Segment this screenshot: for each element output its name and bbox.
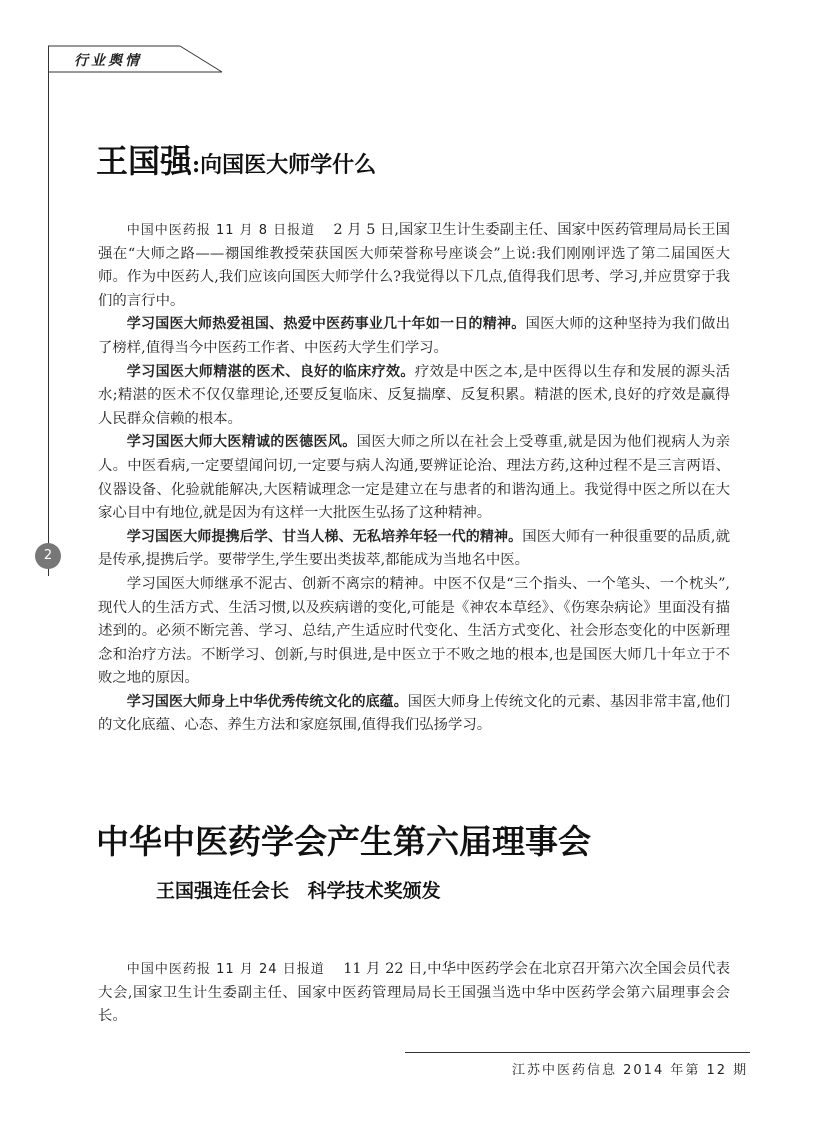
article1-title	[96, 136, 376, 182]
news-source: 中国中医药报 11 月 24 日报道	[126, 962, 325, 977]
paragraph-lead: 学习国医大师提携后学、甘当人梯、无私培养年轻一代的精神。	[126, 528, 523, 545]
header-decoration	[0, 0, 827, 90]
paragraph-text: 国医大师之所以在社会上受尊重,就是因为他们视病人为亲人。中医看病,一定要望闻问切,一定要与病人沟通,要辨证论治、理法方药,这种过程不是三言两语、仪器设备、化验就能解决,大医精诚理念一定是建立在与患者的和谐沟通上。我觉得中医之所以在大家心目中有地位,就是因为有这样一大批医生弘扬了这种精神。	[98, 434, 731, 522]
page-number-badge: 2	[35, 543, 61, 569]
footer-journal-issue: 江苏中医药信息 2014 年第 12 期	[512, 1063, 749, 1078]
news-source: 中国中医药报 11 月 8 日报道	[126, 223, 316, 238]
margin-rule	[48, 46, 49, 576]
article2-subtitle: 王国强连任会长 科学技术奖颁发	[156, 880, 441, 902]
paragraph-lead: 学习国医大师热爱祖国、热爱中医药事业几十年如一日的精神。	[126, 316, 526, 333]
article1-paragraph	[98, 691, 730, 738]
paragraph-lead: 学习国医大师身上中华优秀传统文化的底蕴。	[126, 693, 408, 710]
article1-paragraph	[98, 219, 730, 313]
article1-title-main: 王国强	[96, 142, 193, 180]
article1-title-colon: :	[192, 152, 201, 178]
paragraph-text: 国医大师的这种坚持为我们做出了榜样,值得当今中医药工作者、中医药大学生们学习。	[98, 316, 730, 356]
paragraph-text: 学习国医大师继承不泥古、创新不离宗的精神。中医不仅是“三个指头、一个笔头、一个枕头”,现代人的生活方式、生活习惯,以及疾病谱的变化,可能是《神农本草经》、《伤寒杂病论》里面没有描述到的。必须不断完善、学习、总结,产生适应时代变化、生活方式变化、社会形态变化的中医新理念和治疗方法。不断学习、创新,与时俱进,是中医立于不败之地的根本,也是国医大师几十年立于不败之地的原因。	[98, 575, 730, 687]
article2-paragraph	[98, 958, 730, 1029]
article1-body	[98, 219, 730, 738]
article2-body	[98, 958, 730, 1029]
paragraph-text: 国医大师身上传统文化的元素、基因非常丰富,他们的文化底蕴、心态、养生方法和家庭氛围,值得我们弘扬学习。	[98, 693, 730, 734]
article1-paragraph	[98, 361, 730, 432]
paragraph-text: 国医大师有一种很重要的品质,就是传承,提携后学。要带学生,学生要出类拔萃,都能成为当地名中医。	[98, 528, 730, 569]
article1-paragraph	[98, 573, 730, 691]
paragraph-text: 疗效是中医之本,是中医得以生存和发展的源头活水;精湛的医术不仅仅靠理论,还要反复临床、反复揣摩、反复积累。精湛的医术,良好的疗效是赢得人民群众信赖的根本。	[98, 363, 731, 427]
paragraph-lead: 学习国医大师精湛的医术、良好的临床疗效。	[126, 363, 415, 380]
paragraph-text: 11 月 22 日,中华中医药学会在北京召开第六次全国会员代表大会,国家卫生计生委副主任、国家中医药管理局局长王国强当选中华中医药学会第六届理事会会长。	[98, 961, 730, 1025]
paragraph-lead: 学习国医大师大医精诚的医德医风。	[126, 434, 357, 451]
article1-title-sub: 向国医大师学什么	[200, 152, 377, 178]
article1-paragraph	[98, 313, 730, 360]
article1-paragraph	[98, 526, 730, 573]
article1-paragraph	[98, 431, 730, 525]
article2-title: 中华中医药学会产生第六届理事会	[96, 822, 591, 861]
section-label: 行业舆情	[74, 53, 142, 69]
footer-rule	[405, 1052, 750, 1053]
paragraph-text: 2 月 5 日,国家卫生计生委副主任、国家中医药管理局局长王国强在“大师之路——禤国维教授荣获国医大师荣誉称号座谈会”上说:我们刚刚评选了第二届国医大师。作为中医药人,我们应该向国医大师学什么?我觉得以下几点,值得我们思考、学习,并应贯穿于我们的言行中。	[98, 222, 730, 309]
